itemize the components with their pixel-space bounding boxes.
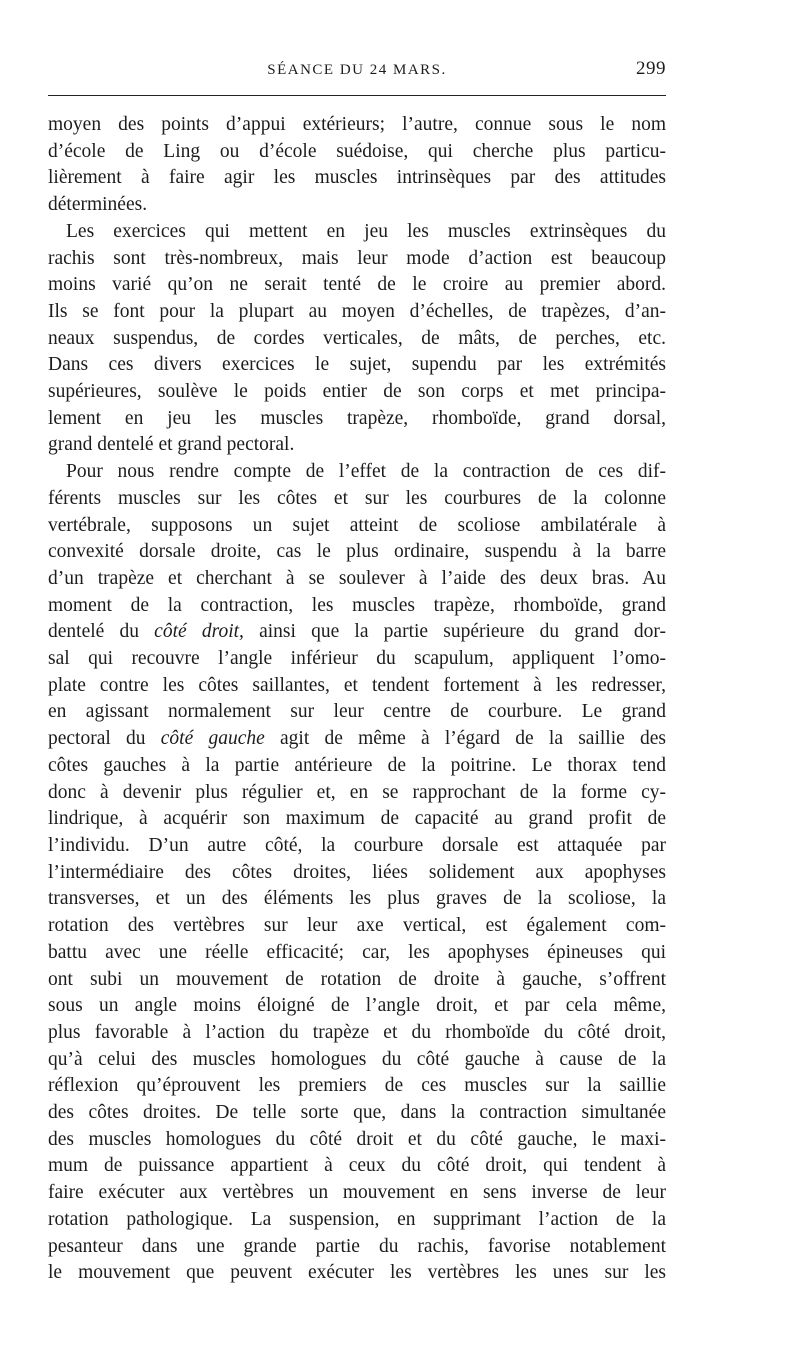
text-line: plus favorable à l’action du trapèze et du rhomboïde du côté droit, bbox=[48, 1021, 666, 1043]
text-line: Dans ces divers exercices le sujet, supendu par les extrémités bbox=[48, 354, 666, 376]
text-line: rotation des vertèbres sur leur axe vertical, est également com- bbox=[48, 915, 666, 937]
text-line: lement en jeu les muscles trapèze, rhomboïde, grand dorsal, bbox=[48, 407, 666, 429]
text-line: l’intermédiaire des côtes droites, liées solidement aux apophyses bbox=[48, 861, 666, 883]
header-rule bbox=[48, 95, 666, 96]
text-line: d’école de Ling ou d’école suédoise, qui cherche plus particu- bbox=[48, 140, 666, 162]
text-line: ont subi un mouvement de rotation de droite à gauche, s’offrent bbox=[48, 968, 666, 990]
text-line: moment de la contraction, les muscles trapèze, rhomboïde, grand bbox=[48, 594, 666, 616]
text-line: qu’à celui des muscles homologues du côté gauche à cause de la bbox=[48, 1048, 666, 1070]
text-line: mum de puissance appartient à ceux du côté droit, qui tendent à bbox=[48, 1155, 666, 1177]
text-line: Ils se font pour la plupart au moyen d’échelles, de trapèzes, d’an- bbox=[48, 300, 666, 322]
text-line: neaux suspendus, de cordes verticales, de mâts, de perches, etc. bbox=[48, 327, 666, 349]
text-line: moyen des points d’appui extérieurs; l’autre, connue sous le nom bbox=[48, 114, 666, 135]
emphasized-text: côté droit, bbox=[154, 621, 244, 643]
text-line: rotation pathologique. La suspension, en supprimant l’action de la bbox=[48, 1208, 666, 1230]
text-line bbox=[48, 726, 666, 753]
text-line: lindrique, à acquérir son maximum de capacité au grand profit de bbox=[48, 808, 666, 830]
text-line bbox=[48, 619, 666, 646]
text-fragment: ainsi que la partie supérieure du grand dor- bbox=[243, 621, 666, 643]
text-line: des muscles homologues du côté droit et du côté gauche, le maxi- bbox=[48, 1128, 666, 1150]
text-line: grand dentelé et grand pectoral. bbox=[48, 434, 295, 456]
emphasized-text: côté gauche bbox=[160, 728, 265, 750]
text-line: sal qui recouvre l’angle inférieur du scapulum, appliquent l’omo- bbox=[48, 648, 666, 670]
text-line: moins varié qu’on ne serait tenté de le croire au premier abord. bbox=[48, 274, 666, 296]
text-line: battu avec une réelle efficacité; car, les apophyses épineuses qui bbox=[48, 941, 666, 963]
text-line: vertébrale, supposons un sujet atteint de scoliose ambilatérale à bbox=[48, 514, 666, 536]
text-line: l’individu. D’un autre côté, la courbure dorsale est attaquée par bbox=[48, 834, 666, 856]
text-fragment: pectoral du bbox=[48, 728, 161, 750]
text-line: des côtes droites. De telle sorte que, dans la contraction simultanée bbox=[48, 1102, 666, 1124]
text-line: donc à devenir plus régulier et, en se rapprochant de la forme cy- bbox=[48, 781, 666, 803]
running-head: SÉANCE DU 24 MARS. bbox=[267, 62, 447, 78]
text-line: en agissant normalement sur leur centre de courbure. Le grand bbox=[48, 701, 666, 723]
text-line: sous un angle moins éloigné de l’angle droit, et par cela même, bbox=[48, 995, 666, 1017]
page-number: 299 bbox=[636, 58, 666, 79]
text-line: convexité dorsale droite, cas le plus ordinaire, suspendu à la barre bbox=[48, 541, 666, 563]
text-line: transverses, et un des éléments les plus graves de la scoliose, la bbox=[48, 888, 666, 910]
text-line: Pour nous rendre compte de l’effet de la contraction de ces dif- bbox=[66, 461, 666, 483]
text-line: côtes gauches à la partie antérieure de la poitrine. Le thorax tend bbox=[48, 754, 666, 776]
text-line: réflexion qu’éprouvent les premiers de ces muscles sur la saillie bbox=[48, 1075, 666, 1097]
text-line: férents muscles sur les côtes et sur les courbures de la colonne bbox=[48, 487, 666, 509]
text-line: le mouvement que peuvent exécuter les vertèbres les unes sur les bbox=[48, 1262, 666, 1284]
text-line: lièrement à faire agir les muscles intrinsèques par des attitudes bbox=[48, 167, 666, 189]
text-line: faire exécuter aux vertèbres un mouvement en sens inverse de leur bbox=[48, 1182, 666, 1204]
text-line: pesanteur dans une grande partie du rachis, favorise notablement bbox=[48, 1235, 666, 1257]
text-line: rachis sont très-nombreux, mais leur mode d’action est beaucoup bbox=[48, 247, 666, 269]
text-line: d’un trapèze et cherchant à se soulever à l’aide des deux bras. Au bbox=[48, 567, 666, 589]
text-line: déterminées. bbox=[48, 194, 148, 216]
text-fragment: agit de même à l’égard de la saillie des bbox=[264, 728, 666, 750]
body-text bbox=[48, 112, 666, 1287]
text-line: plate contre les côtes saillantes, et tendent fortement à les redresser, bbox=[48, 674, 666, 696]
page-header bbox=[48, 58, 666, 86]
text-line: supérieures, soulève le poids entier de son corps et met principa- bbox=[48, 381, 666, 403]
text-fragment: dentelé du bbox=[48, 621, 155, 643]
text-line: Les exercices qui mettent en jeu les muscles extrinsèques du bbox=[66, 220, 666, 242]
